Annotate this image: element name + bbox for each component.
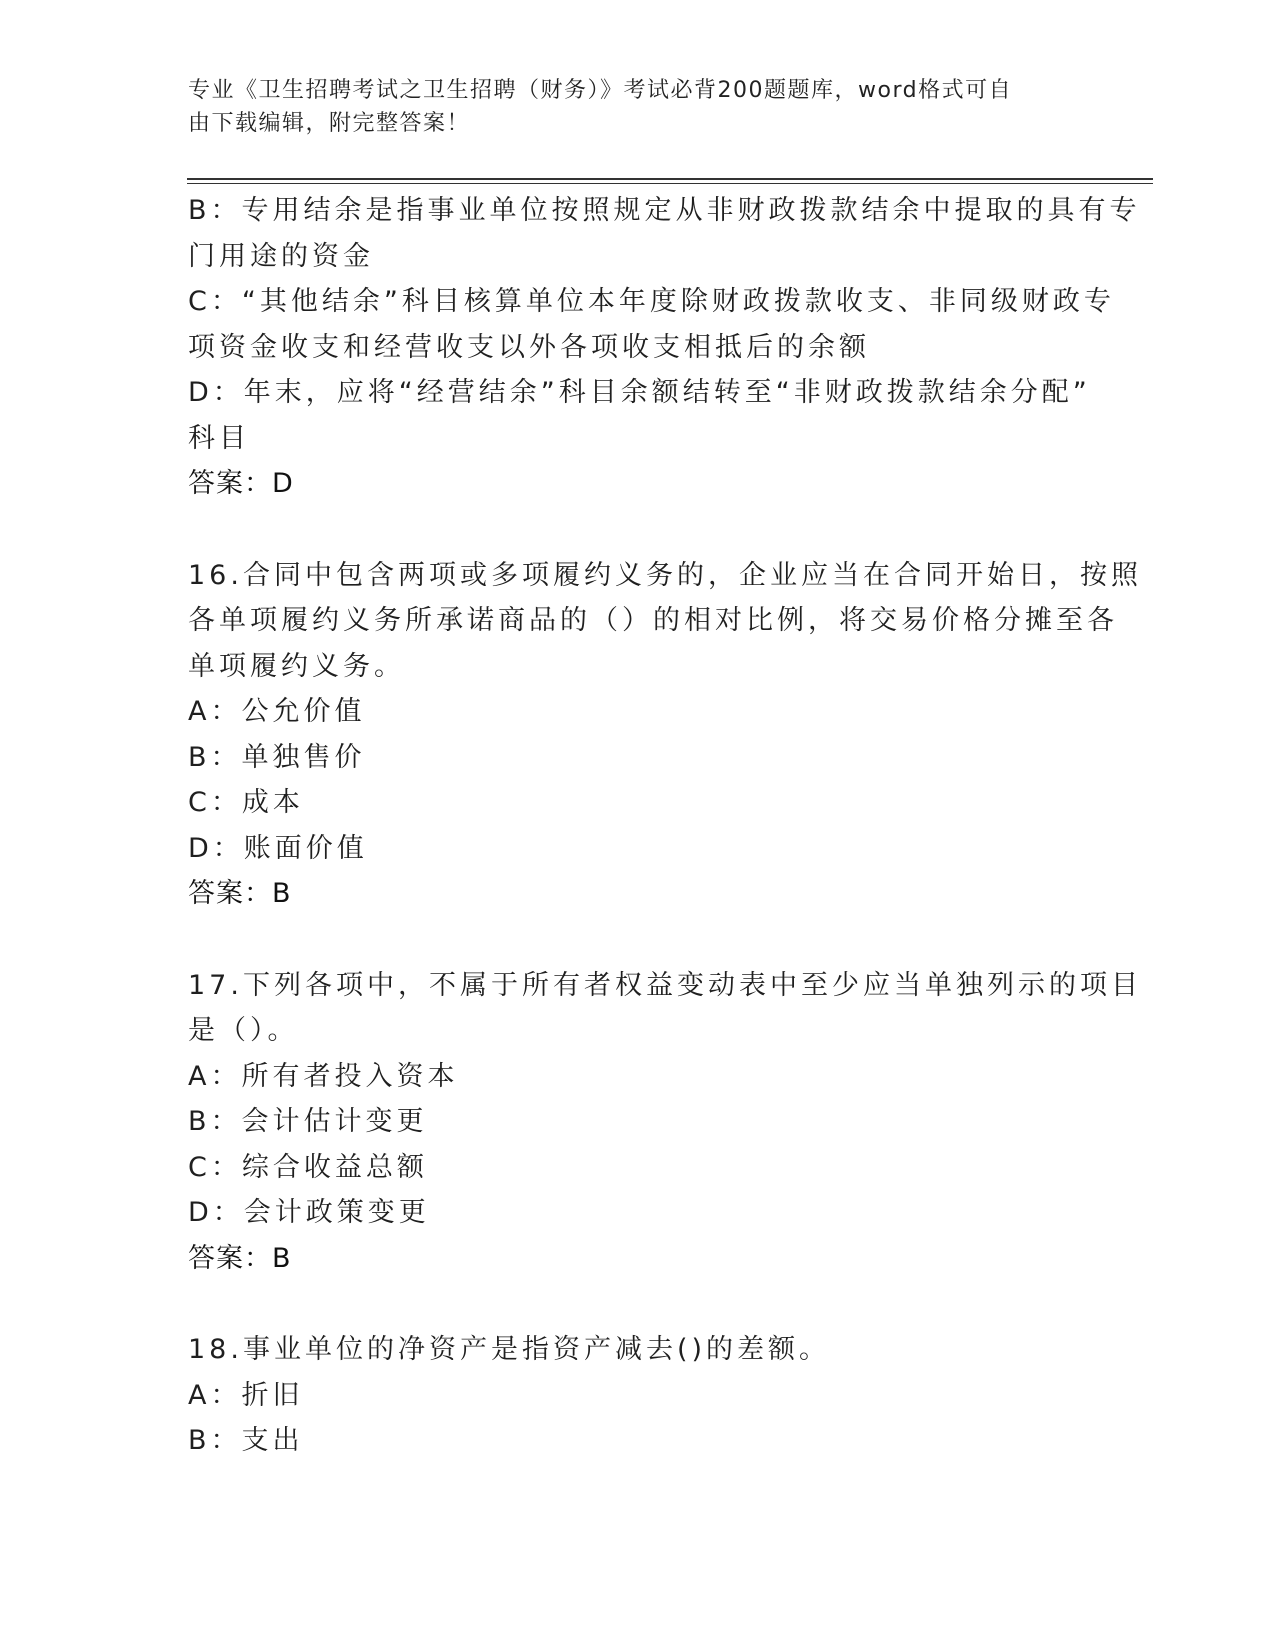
option-c-line-1: C：“其他结余”科目核算单位本年度除财政拨款收支、非同级财政专 [188, 286, 1115, 317]
option-c: C：成本 [188, 787, 304, 818]
question-list [188, 188, 1142, 1464]
option-b-line-2: 门用途的资金 [188, 240, 374, 272]
spacer [188, 1281, 1088, 1327]
header-divider-thin [187, 183, 1153, 184]
question-17-block [188, 963, 1142, 1282]
option-b: B：单独售价 [188, 741, 366, 773]
header-divider-thick [187, 178, 1153, 180]
question-stem-line-1: 17.下列各项中，不属于所有者权益变动表中至少应当单独列示的项目 [188, 969, 1142, 1001]
document-header [188, 74, 1068, 140]
option-c: C：综合收益总额 [188, 1151, 428, 1183]
spacer [188, 507, 1088, 553]
answer-label: 答案：B [188, 878, 292, 909]
option-b: B：支出 [188, 1425, 304, 1456]
spacer [188, 917, 1088, 963]
option-b-line-1: B：专用结余是指事业单位按照规定从非财政拨款结余中提取的具有专 [188, 195, 1141, 226]
option-a: A：所有者投入资本 [188, 1060, 459, 1092]
question-stem-line-3: 单项履约义务。 [188, 650, 405, 682]
question-stem-line-1: 18.事业单位的净资产是指资产减去()的差额。 [188, 1334, 831, 1365]
option-a: A：公允价值 [188, 696, 366, 727]
question-16-block [188, 553, 1142, 917]
header-title-line-2: 由下载编辑，附完整答案！ [188, 111, 471, 136]
question-stem-line-2: 各单项履约义务所承诺商品的（）的相对比例，将交易价格分摊至各 [188, 605, 1118, 636]
option-a: A：折旧 [188, 1379, 304, 1411]
question-15-block [188, 188, 1141, 507]
question-stem-line-2: 是（）。 [188, 1015, 299, 1046]
option-c-line-2: 项资金收支和经营收支以外各项收支相抵后的余额 [188, 331, 870, 363]
answer-label: 答案：B [188, 1242, 292, 1274]
option-b: B：会计估计变更 [188, 1106, 428, 1137]
option-d-line-2: 科目 [188, 422, 250, 454]
option-d: D：会计政策变更 [188, 1197, 430, 1228]
option-d: D：账面价值 [188, 832, 368, 864]
header-title-line-1: 专业《卫生招聘考试之卫生招聘（财务）》考试必背200题题库，word格式可自 [188, 78, 1013, 103]
answer-label: 答案：D [188, 468, 294, 499]
question-stem-line-1: 16.合同中包含两项或多项履约义务的，企业应当在合同开始日，按照 [188, 559, 1142, 591]
option-d-line-1: D：年末，应将“经营结余”科目余额结转至“非财政拨款结余分配” [188, 377, 1091, 408]
question-18-block [188, 1327, 1088, 1464]
